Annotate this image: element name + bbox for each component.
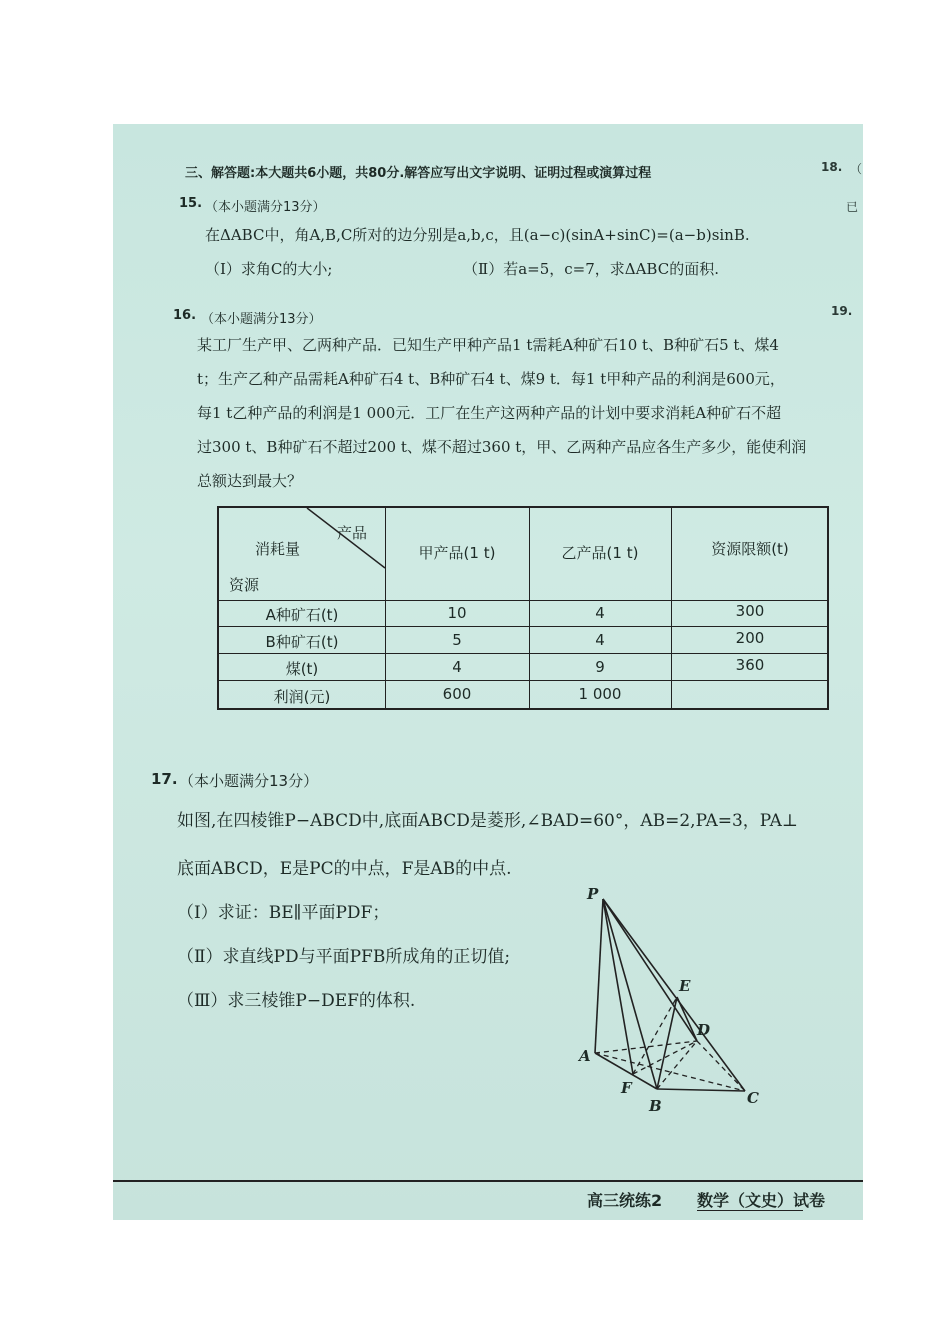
table-cell: 360: [735, 656, 765, 674]
footer-exam-name: 高三统练2: [587, 1191, 663, 1210]
table-cell: 4: [452, 658, 462, 676]
q17-part-1: （Ⅰ）求证：BE∥平面PDF；: [177, 903, 390, 923]
q17-statement-1: 如图,在四棱锥P−ABCD中,底面ABCD是菱形,∠BAD=60°，AB=2,PA=3，PA⊥: [177, 811, 798, 831]
footer-subject: 数学（文史）试卷: [697, 1191, 826, 1210]
q16-line-2: t；生产乙种产品需耗A种矿石4 t、B种矿石4 t、煤9 t．每1 t甲种产品的利润是600元，: [197, 370, 785, 388]
pyramid-figure: [573, 879, 773, 1119]
table-cell: 200: [735, 629, 765, 647]
resource-table: [217, 506, 829, 710]
vertex-label-c: C: [747, 1089, 759, 1107]
margin-q18-fragment: （: [850, 162, 863, 176]
q17-part-3: （Ⅲ）求三棱锥P−DEF的体积.: [177, 991, 416, 1011]
margin-q18-number: 18.: [821, 160, 843, 174]
vertex-label-e: E: [679, 977, 691, 995]
vertex-label-a: A: [579, 1047, 591, 1065]
table-header-limit: 资源限额(t): [711, 540, 789, 558]
vertex-label-p: P: [587, 885, 599, 903]
q16-line-4: 过300 t、B种矿石不超过200 t、煤不超过360 t，甲、乙两种产品应各生产多少，能使利润: [197, 438, 807, 456]
table-cell: 10: [447, 604, 467, 622]
q16-line-3: 每1 t乙种产品的利润是1 000元．工厂在生产这两种产品的计划中要求消耗A种矿石不超: [197, 404, 782, 422]
q16-score: （本小题满分13分）: [201, 312, 322, 327]
table-row-label: 利润(元): [273, 688, 331, 706]
table-cell: 1 000: [578, 685, 622, 703]
q17-part-2: （Ⅱ）求直线PD与平面PFB所成角的正切值;: [177, 947, 511, 967]
footer-rule: [113, 1180, 863, 1182]
vertex-label-f: F: [621, 1079, 632, 1097]
table-cell: 5: [452, 631, 462, 649]
q17-score: （本小题满分13分）: [179, 772, 319, 790]
exam-photo: [113, 124, 863, 1220]
section-heading: 三、解答题:本大题共6小题，共80分.解答应写出文字说明、证明过程或演算过程: [185, 166, 652, 181]
table-row-label: A种矿石(t): [265, 606, 339, 624]
q17-statement-2: 底面ABCD，E是PC的中点，F是AB的中点.: [177, 859, 512, 879]
q15-statement: 在ΔABC中，角A,B,C所对的边分别是a,b,c，且(a−c)(sinA+sinC)=(a−b)sinB.: [205, 226, 750, 244]
table-corner-product: 产品: [337, 524, 368, 542]
margin-q18-fragment-2: 已: [846, 200, 859, 214]
q16-line-5: 总额达到最大？: [197, 472, 303, 490]
table-cell: 4: [595, 631, 605, 649]
table-cell: 4: [595, 604, 605, 622]
table-corner-consumption: 消耗量: [255, 540, 301, 558]
q17-number: 17.: [151, 770, 178, 788]
table-header-product-b: 乙产品(1 t): [561, 544, 639, 562]
table-header-product-a: 甲产品(1 t): [418, 544, 496, 562]
vertex-label-b: B: [649, 1097, 662, 1115]
table-row-label: B种矿石(t): [265, 633, 339, 651]
q15-part-1: （Ⅰ）求角C的大小;: [205, 260, 333, 278]
q16-number: 16.: [173, 308, 197, 323]
table-cell: 300: [735, 602, 765, 620]
q15-score: （本小题满分13分）: [205, 200, 326, 215]
table-corner-resource: 资源: [229, 576, 260, 594]
table-cell: 600: [442, 685, 472, 703]
q16-line-1: 某工厂生产甲、乙两种产品．已知生产甲种产品1 t需耗A种矿石10 t、B种矿石5 t、煤4: [197, 336, 779, 354]
q15-part-2: （Ⅱ）若a=5，c=7，求ΔABC的面积.: [463, 260, 719, 278]
margin-q19-number: 19.: [831, 304, 853, 318]
table-cell: 9: [595, 658, 605, 676]
q15-number: 15.: [179, 196, 203, 211]
table-row-label: 煤(t): [285, 660, 319, 678]
footer-underline: [697, 1210, 803, 1211]
vertex-label-d: D: [697, 1021, 711, 1039]
